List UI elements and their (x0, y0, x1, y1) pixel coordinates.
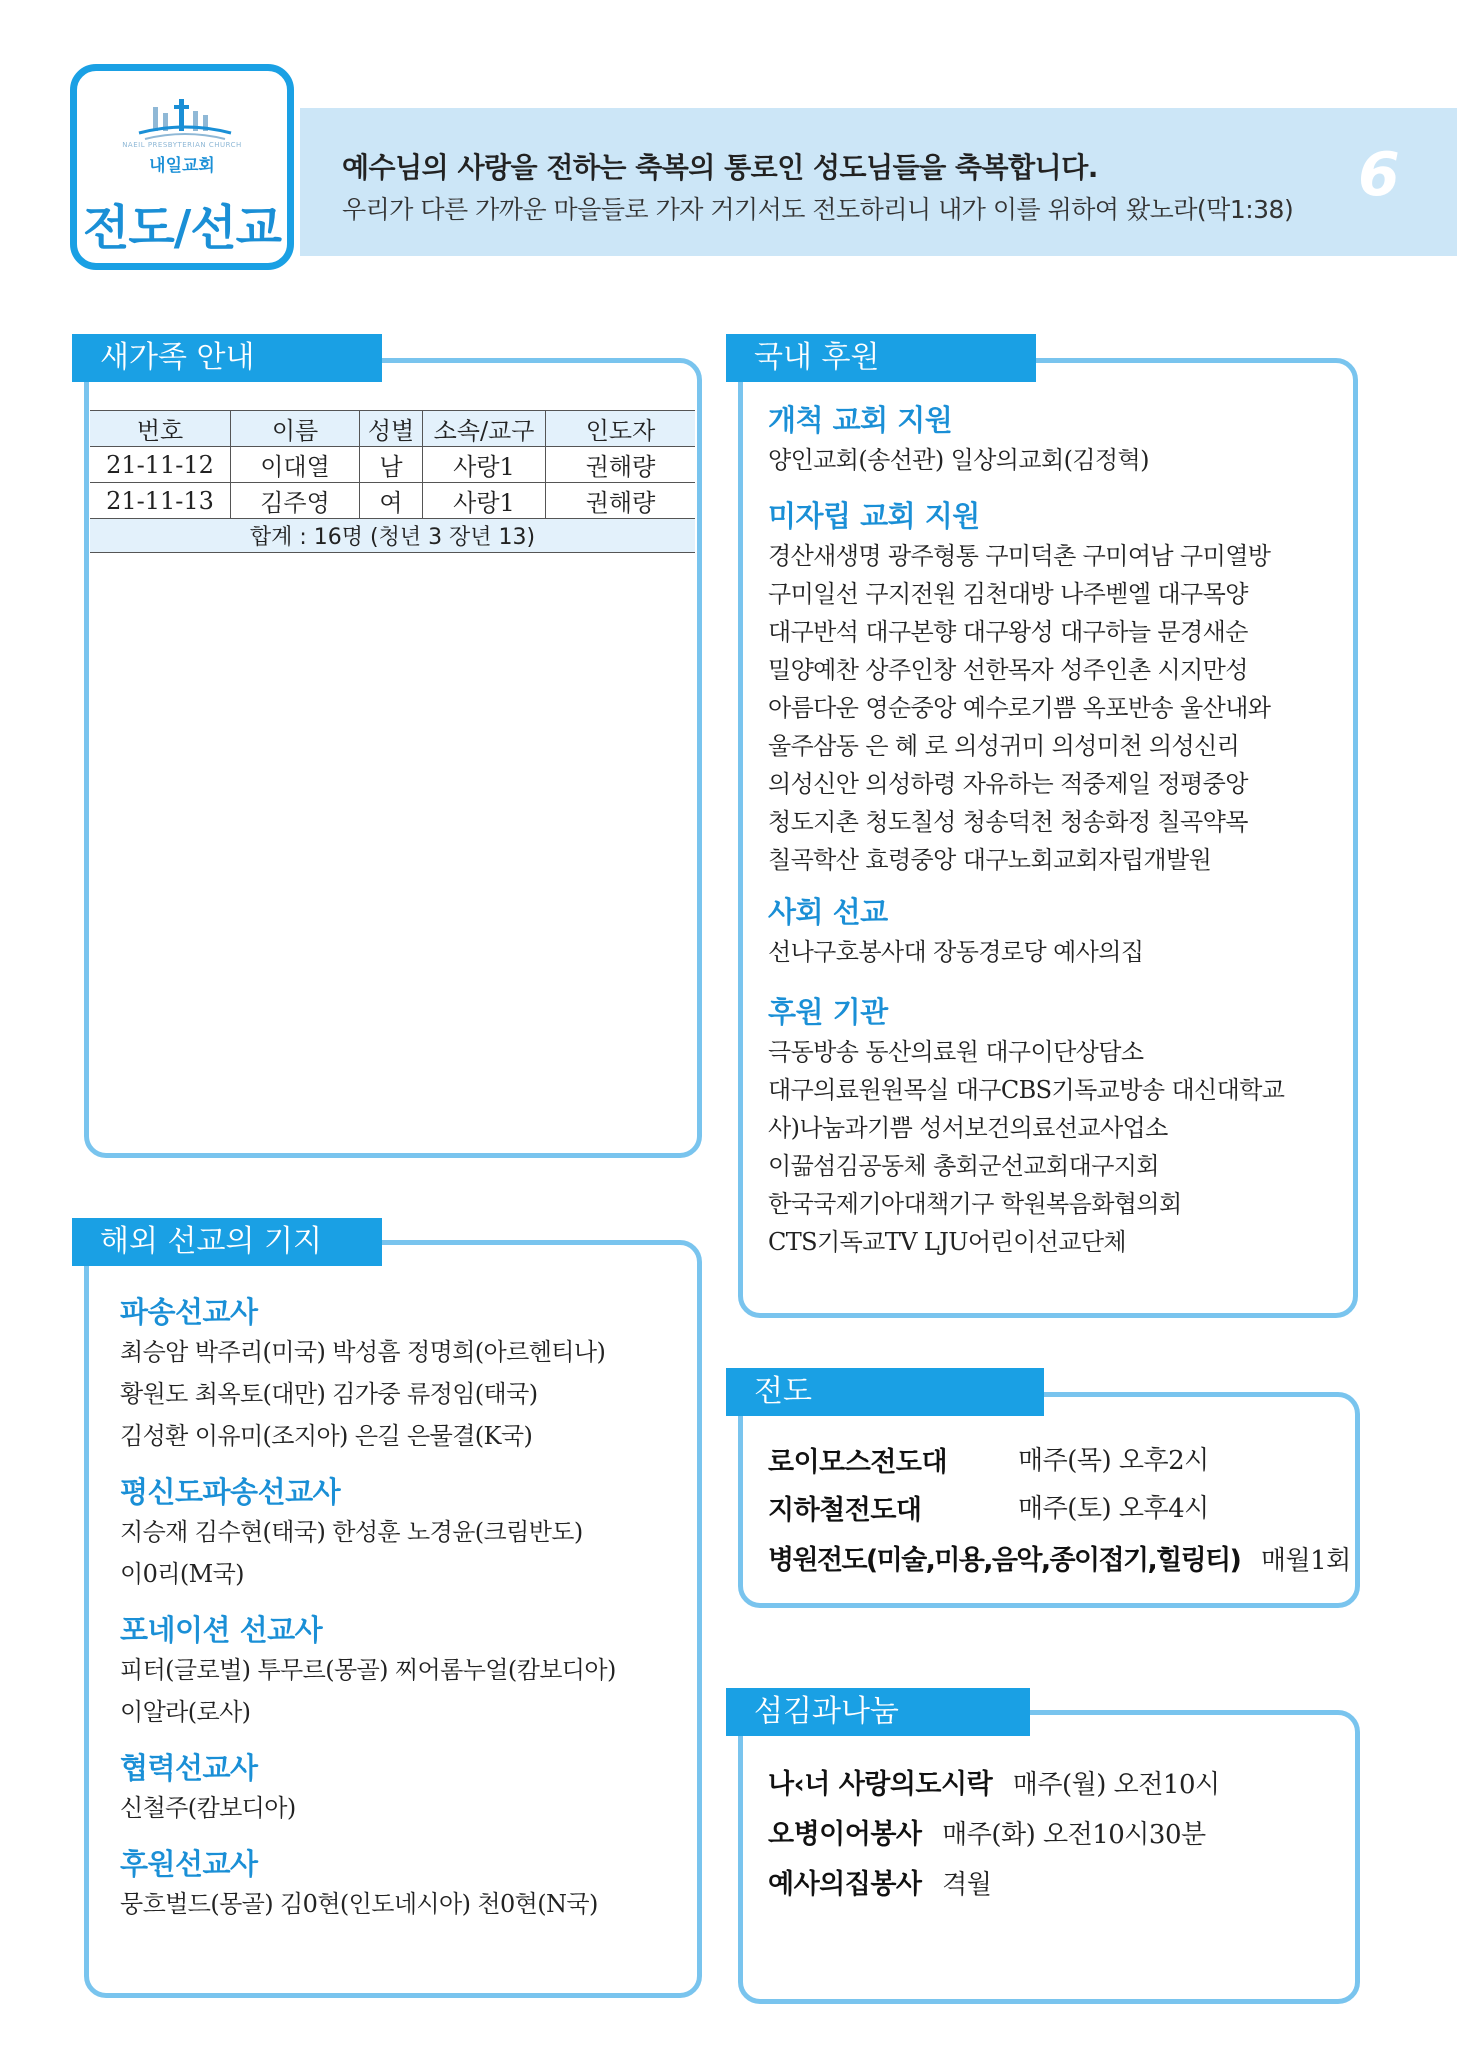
cell-name: 김주영 (231, 483, 360, 519)
domestic-line: 대구반석 대구본향 대구왕성 대구하늘 문경새순 (768, 618, 1248, 646)
domestic-line: 아름다운 영순중앙 예수로기쁨 옥포반송 울산내와 (768, 694, 1271, 722)
overseas-line: 피터(글로벌) 투무르(몽골) 찌어롬누얼(캄보디아) (120, 1656, 616, 1684)
domestic-line: 경산새생명 광주형통 구미덕촌 구미여남 구미열방 (768, 542, 1271, 570)
domestic-heading-social: 사회 선교 (768, 895, 888, 929)
domestic-line: 의성신안 의성하령 자유하는 적중제일 정평중앙 (768, 770, 1248, 798)
domestic-line: 양인교회(송선관) 일상의교회(김정혁) (768, 446, 1149, 474)
overseas-line: 뭉흐벌드(몽골) 김0현(인도네시아) 천0현(N국) (120, 1890, 598, 1918)
domestic-line: 사)나눔과기쁨 성서보건의료선교사업소 (768, 1114, 1168, 1142)
cell-number: 21-11-12 (90, 447, 231, 483)
cell-gender: 여 (360, 483, 423, 519)
domestic-title: 국내 후원 (726, 334, 1036, 382)
domestic-line: 구미일선 구지전원 김천대방 나주벧엘 대구목양 (768, 580, 1248, 608)
domestic-line: CTS기독교TV LJU어린이선교단체 (768, 1228, 1127, 1256)
evangelism-schedule: 매월1회 (1260, 1546, 1351, 1576)
cell-name: 이대열 (231, 447, 360, 483)
domestic-line: 청도지촌 청도칠성 청송덕천 청송화정 칠곡약목 (768, 808, 1248, 836)
cell-guide: 권해량 (546, 483, 696, 519)
table-row (90, 483, 695, 519)
evangelism-when (1018, 1440, 1209, 1477)
service-item (768, 1762, 1220, 1801)
page-number: 6 (1358, 140, 1400, 210)
service-schedule: 매주(화) 오전10시30분 (942, 1820, 1206, 1850)
evangelism-title: 전도 (726, 1368, 1044, 1416)
domestic-heading-unestablished: 미자립 교회 지원 (768, 499, 980, 533)
overseas-line: 지승재 김수현(태국) 한성훈 노경윤(크림반도) (120, 1518, 583, 1546)
cell-group: 사랑1 (423, 483, 546, 519)
cell-number: 21-11-13 (90, 483, 231, 519)
evangelism-name: 지하철전도대 (768, 1495, 922, 1526)
service-name: 오병이어봉사 (768, 1819, 922, 1850)
header-verse: 우리가 다른 가까운 마을들로 가자 거기서도 전도하리니 내가 이를 위하여 왔노라(막1:38) (342, 195, 1294, 224)
domestic-line: 울주삼동 은 혜 로 의성귀미 의성미천 의성신리 (768, 732, 1240, 760)
section-title: 전도/선교 (82, 200, 281, 256)
col-guide: 인도자 (546, 411, 696, 447)
new-family-table (90, 410, 695, 553)
col-gender: 성별 (360, 411, 423, 447)
service-name: 예사의집봉사 (768, 1869, 922, 1900)
cell-guide: 권해량 (546, 447, 696, 483)
overseas-line: 최승암 박주리(미국) 박성흠 정명희(아르헨티나) (120, 1338, 606, 1366)
col-number: 번호 (90, 411, 231, 447)
evangelism-item (768, 1538, 1351, 1577)
total-cell: 합계 : 16명 (청년 3 장년 13) (90, 519, 695, 553)
domestic-line: 칠곡학산 효령중앙 대구노회교회자립개발원 (768, 846, 1212, 874)
col-group: 소속/교구 (423, 411, 546, 447)
service-schedule: 격월 (942, 1870, 992, 1900)
service-schedule: 매주(월) 오전10시 (1012, 1770, 1220, 1800)
evangelism-schedule: 매주(목) 오후2시 (1018, 1446, 1209, 1476)
overseas-heading-support: 후원선교사 (120, 1847, 258, 1881)
overseas-line: 이알라(로사) (120, 1698, 251, 1726)
church-logo-icon (135, 97, 235, 143)
cell-group: 사랑1 (423, 447, 546, 483)
service-item (768, 1862, 991, 1901)
domestic-line: 대구의료원원목실 대구CBS기독교방송 대신대학교 (768, 1076, 1285, 1104)
new-family-title: 새가족 안내 (72, 334, 382, 382)
evangelism-name: 병원전도(미술,미용,음악,종이접기,힐링티) (768, 1545, 1241, 1576)
logo-box (70, 64, 294, 270)
evangelism-name: 로이모스전도대 (768, 1447, 948, 1478)
evangelism-item (768, 1488, 922, 1527)
domestic-line: 밀양예찬 상주인창 선한목자 성주인촌 시지만성 (768, 656, 1248, 684)
evangelism-when (1018, 1488, 1209, 1525)
overseas-line: 신철주(캄보디아) (120, 1794, 296, 1822)
service-item (768, 1812, 1206, 1851)
service-title: 섬김과나눔 (726, 1688, 1030, 1736)
church-name-ko: 내일교회 (149, 156, 215, 176)
domestic-line: 이끎섬김공동체 총회군선교회대구지회 (768, 1152, 1159, 1180)
cell-gender: 남 (360, 447, 423, 483)
overseas-line: 황원도 최옥토(대만) 김가중 류정임(태국) (120, 1380, 538, 1408)
overseas-heading-sent: 파송선교사 (120, 1295, 258, 1329)
table-row (90, 447, 695, 483)
table-row-total (90, 519, 695, 553)
overseas-heading-partner: 협력선교사 (120, 1751, 258, 1785)
overseas-heading-lay: 평신도파송선교사 (120, 1475, 341, 1509)
domestic-heading-institutions: 후원 기관 (768, 995, 888, 1029)
evangelism-schedule: 매주(토) 오후4시 (1018, 1494, 1209, 1524)
overseas-line: 이0리(M국) (120, 1560, 244, 1588)
service-name: 나‹너 사랑의도시락 (768, 1769, 993, 1800)
evangelism-item (768, 1440, 947, 1479)
church-name-en: NAEIL PRESBYTERIAN CHURCH (122, 141, 242, 149)
domestic-line: 선나구호봉사대 장동경로당 예사의집 (768, 938, 1144, 966)
domestic-line: 극동방송 동산의료원 대구이단상담소 (768, 1038, 1144, 1066)
header-blessing: 예수님의 사랑을 전하는 축복의 통로인 성도님들을 축복합니다. (342, 151, 1098, 184)
service-panel (738, 1710, 1360, 2004)
overseas-heading-fornation: 포네이션 선교사 (120, 1613, 323, 1647)
col-name: 이름 (231, 411, 360, 447)
overseas-line: 김성환 이유미(조지아) 은길 은물결(K국) (120, 1422, 533, 1450)
domestic-line: 한국국제기아대책기구 학원복음화협의회 (768, 1190, 1182, 1218)
domestic-heading-planting: 개척 교회 지원 (768, 403, 953, 437)
overseas-title: 해외 선교의 기지 (72, 1218, 382, 1266)
